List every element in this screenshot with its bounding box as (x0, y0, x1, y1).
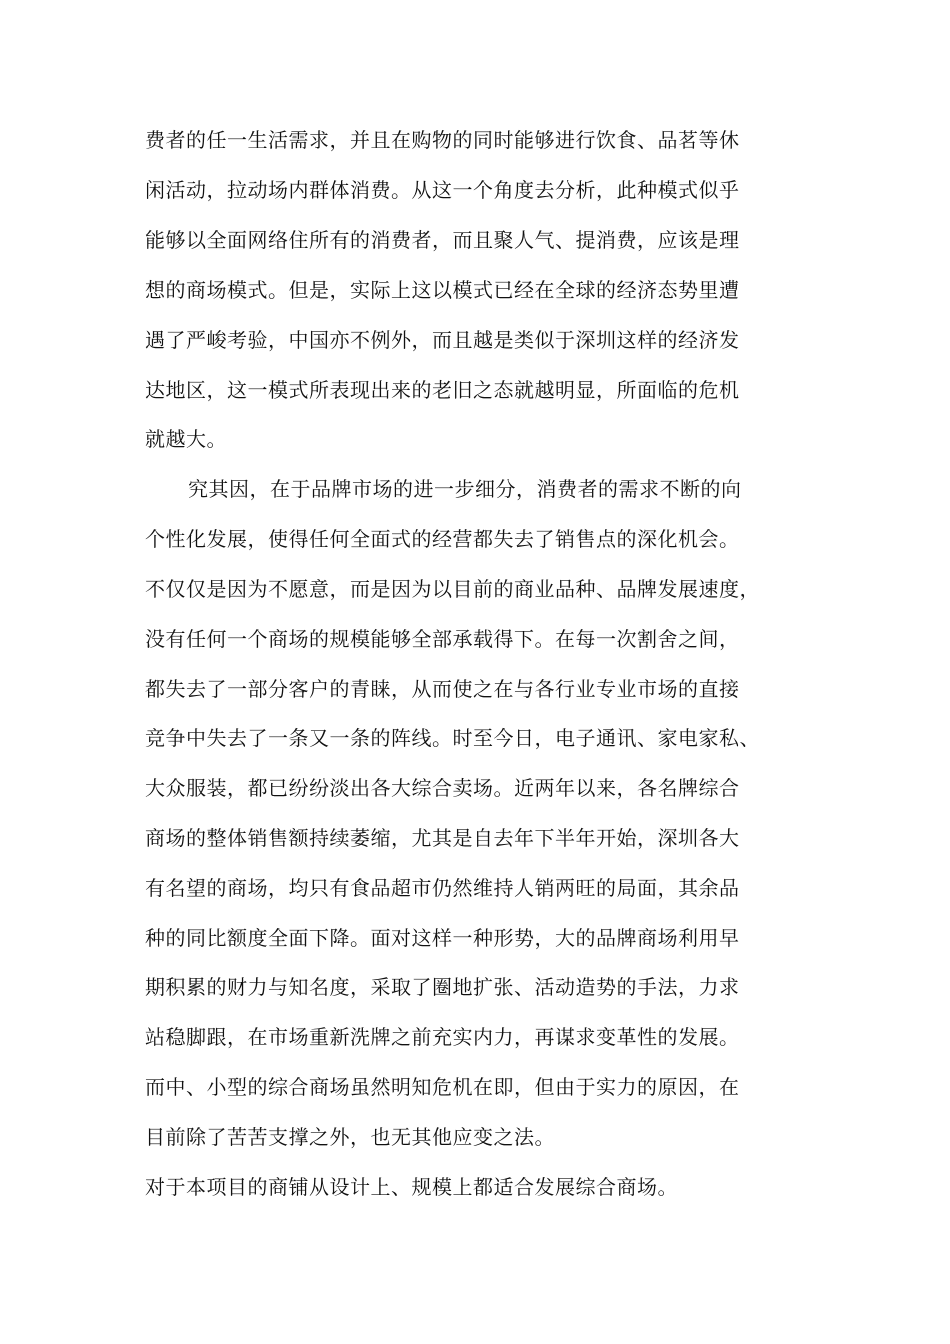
text-line: 大众服装，都已纷纷淡出各大综合卖场。近两年以来，各名牌综合 (145, 776, 740, 800)
text-line: 就越大。 (145, 427, 227, 451)
text-line: 目前除了苦苦支撑之外，也无其他应变之法。 (145, 1125, 555, 1149)
text-line: 闲活动，拉动场内群体消费。从这一个角度去分析，此种模式似乎 (145, 178, 740, 202)
text-line: 都失去了一部分客户的青睐，从而使之在与各行业专业市场的直接 (145, 677, 740, 701)
text-line: 没有任何一个商场的规模能够全部承载得下。在每一次割舍之间， (145, 627, 740, 651)
text-line: 有名望的商场，均只有食品超市仍然维持人销两旺的局面，其余品 (145, 876, 740, 900)
text-line: 遇了严峻考验，中国亦不例外，而且越是类似于深圳这样的经济发 (145, 328, 740, 352)
text-line: 而中、小型的综合商场虽然明知危机在即，但由于实力的原因，在 (145, 1075, 740, 1099)
text-line: 个性化发展，使得任何全面式的经营都失去了销售点的深化机会。 (145, 527, 740, 551)
paragraph-start-line: 究其因，在于品牌市场的进一步细分，消费者的需求不断的向 (188, 477, 742, 501)
text-line: 达地区，这一模式所表现出来的老旧之态就越明显，所面临的危机 (145, 378, 740, 402)
text-line: 能够以全面网络住所有的消费者，而且聚人气、提消费，应该是理 (145, 228, 740, 252)
text-line: 费者的任一生活需求，并且在购物的同时能够进行饮食、品茗等休 (145, 128, 740, 152)
text-line: 期积累的财力与知名度，采取了圈地扩张、活动造势的手法，力求 (145, 975, 740, 999)
text-line: 想的商场模式。但是，实际上这以模式已经在全球的经济态势里遭 (145, 278, 740, 302)
text-line: 竞争中失去了一条又一条的阵线。时至今日，电子通讯、家电家私、 (145, 726, 760, 750)
text-line: 对于本项目的商铺从设计上、规模上都适合发展综合商场。 (145, 1175, 678, 1199)
text-line: 商场的整体销售额持续萎缩，尤其是自去年下半年开始，深圳各大 (145, 826, 740, 850)
text-line: 不仅仅是因为不愿意，而是因为以目前的商业品种、品牌发展速度， (145, 577, 760, 601)
text-line: 站稳脚跟，在市场重新洗牌之前充实内力，再谋求变革性的发展。 (145, 1025, 740, 1049)
text-line: 种的同比额度全面下降。面对这样一种形势，大的品牌商场利用早 (145, 926, 740, 950)
